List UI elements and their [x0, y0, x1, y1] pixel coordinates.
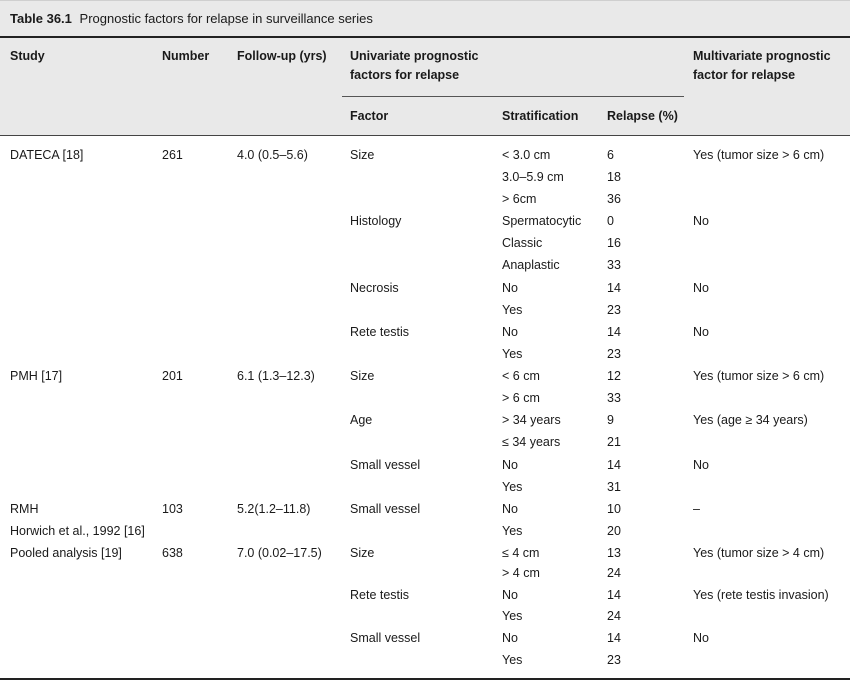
cell-number: 638 — [162, 546, 183, 560]
cell-multi: No — [693, 214, 709, 228]
cell-relapse: 10 — [607, 502, 621, 516]
cell-strat: No — [502, 588, 518, 602]
cell-multi: Yes (rete testis invasion) — [693, 588, 829, 602]
cell-multi: Yes (tumor size > 4 cm) — [693, 546, 825, 560]
cell-strat: No — [502, 458, 518, 472]
cell-multi: Yes (tumor size > 6 cm) — [693, 369, 825, 383]
header-univariate-2: factors for relapse — [350, 68, 460, 82]
cell-relapse: 18 — [607, 170, 621, 184]
cell-relapse: 12 — [607, 369, 621, 383]
cell-relapse: 33 — [607, 391, 621, 405]
cell-study: Pooled analysis [19] — [10, 546, 122, 560]
cell-strat: No — [502, 502, 518, 516]
cell-relapse: 21 — [607, 435, 621, 449]
cell-relapse: 24 — [607, 609, 621, 623]
cell-strat: Classic — [502, 236, 543, 250]
bottom-rule — [0, 678, 850, 680]
cell-factor: Histology — [350, 214, 402, 228]
cell-strat: < 3.0 cm — [502, 148, 551, 162]
cell-relapse: 14 — [607, 458, 621, 472]
header-followup: Follow-up (yrs) — [237, 49, 327, 63]
cell-relapse: 14 — [607, 588, 621, 602]
cell-relapse: 9 — [607, 413, 614, 427]
cell-multi: No — [693, 325, 709, 339]
cell-strat: No — [502, 325, 518, 339]
header-stratification: Stratification — [502, 109, 579, 123]
cell-strat: Yes — [502, 524, 523, 538]
cell-study: DATECA [18] — [10, 148, 84, 162]
cell-followup: 4.0 (0.5–5.6) — [237, 148, 308, 162]
cell-strat: > 6 cm — [502, 391, 540, 405]
cell-strat: ≤ 34 years — [502, 435, 561, 449]
cell-factor: Small vessel — [350, 631, 421, 645]
cell-strat: 3.0–5.9 cm — [502, 170, 564, 184]
cell-strat: Yes — [502, 609, 523, 623]
cell-number: 261 — [162, 148, 183, 162]
cell-factor: Age — [350, 413, 373, 427]
cell-strat: Yes — [502, 480, 523, 494]
cell-relapse: 36 — [607, 192, 621, 206]
cell-strat: > 34 years — [502, 413, 561, 427]
header-study: Study — [10, 49, 45, 63]
header-multivariate-2: factor for relapse — [693, 68, 796, 82]
header-rule — [0, 135, 850, 136]
cell-multi: No — [693, 458, 709, 472]
cell-relapse: 14 — [607, 325, 621, 339]
cell-factor: Size — [350, 148, 375, 162]
cell-strat: Spermatocytic — [502, 214, 582, 228]
cell-strat: > 6cm — [502, 192, 537, 206]
cell-multi: No — [693, 281, 709, 295]
caption-title: Prognostic factors for relapse in surveillance series — [79, 11, 373, 26]
cell-followup: 7.0 (0.02–17.5) — [237, 546, 322, 560]
cell-factor: Size — [350, 369, 375, 383]
header-factor: Factor — [350, 109, 389, 123]
cell-strat: > 4 cm — [502, 566, 540, 580]
cell-strat: Yes — [502, 303, 523, 317]
cell-relapse: 20 — [607, 524, 621, 538]
cell-strat: ≤ 4 cm — [502, 546, 540, 560]
cell-factor: Small vessel — [350, 458, 421, 472]
header-number: Number — [162, 49, 210, 63]
cell-number: 201 — [162, 369, 183, 383]
cell-followup: 6.1 (1.3–12.3) — [237, 369, 315, 383]
cell-strat: Yes — [502, 653, 523, 667]
table-header — [0, 38, 850, 135]
cell-strat: < 6 cm — [502, 369, 540, 383]
cell-relapse: 14 — [607, 631, 621, 645]
cell-relapse: 23 — [607, 653, 621, 667]
cell-multi: No — [693, 631, 709, 645]
caption-label: Table 36.1 — [10, 11, 72, 26]
cell-factor: Rete testis — [350, 325, 410, 339]
cell-relapse: 24 — [607, 566, 621, 580]
table-caption — [0, 0, 850, 36]
cell-relapse: 14 — [607, 281, 621, 295]
cell-strat: Yes — [502, 347, 523, 361]
cell-factor: Rete testis — [350, 588, 410, 602]
cell-relapse: 6 — [607, 148, 614, 162]
cell-multi: Yes (tumor size > 6 cm) — [693, 148, 825, 162]
cell-relapse: 33 — [607, 258, 621, 272]
header-multivariate-1: Multivariate prognostic — [693, 49, 831, 63]
cell-factor: Necrosis — [350, 281, 399, 295]
cell-relapse: 0 — [607, 214, 614, 228]
cell-study: RMH — [10, 502, 39, 516]
cell-strat: No — [502, 631, 518, 645]
header-univariate-1: Univariate prognostic — [350, 49, 479, 63]
cell-relapse: 16 — [607, 236, 621, 250]
cell-multi: Yes (age ≥ 34 years) — [693, 413, 808, 427]
cell-strat: Anaplastic — [502, 258, 560, 272]
cell-relapse: 23 — [607, 303, 621, 317]
cell-study: Horwich et al., 1992 [16] — [10, 524, 145, 538]
cell-factor: Small vessel — [350, 502, 421, 516]
cell-relapse: 13 — [607, 546, 621, 560]
cell-followup: 5.2(1.2–11.8) — [237, 502, 311, 516]
univariate-subrule — [342, 96, 684, 97]
cell-factor: Size — [350, 546, 375, 560]
cell-study: PMH [17] — [10, 369, 63, 383]
header-relapse: Relapse (%) — [607, 109, 678, 123]
cell-relapse: 23 — [607, 347, 621, 361]
cell-multi: – — [693, 502, 700, 516]
cell-strat: No — [502, 281, 518, 295]
cell-relapse: 31 — [607, 480, 621, 494]
cell-number: 103 — [162, 502, 183, 516]
